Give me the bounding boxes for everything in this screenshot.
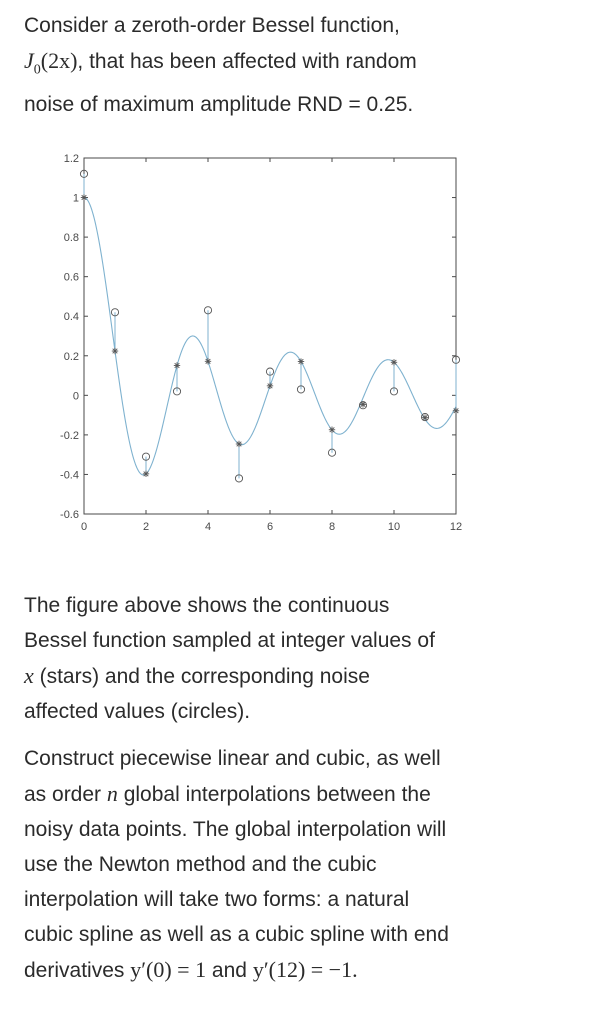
intro-line-2: , that has been affected with random: [77, 50, 417, 73]
star-marker: [236, 441, 242, 447]
intro-line-1: Consider a zeroth-order Bessel function,: [24, 14, 400, 37]
star-marker: [298, 358, 304, 364]
star-marker: [143, 471, 149, 477]
y-tick-label: 0.6: [63, 271, 79, 284]
y-tick-label: 0: [72, 390, 79, 403]
y-tick-label: 0.8: [63, 232, 79, 245]
final-period: .: [352, 957, 358, 982]
x-tick-label: 2: [142, 521, 150, 533]
caption-line-4: affected values (circles).: [24, 700, 251, 723]
noise-stems: [84, 174, 456, 479]
task-line-5: interpolation will take two forms: a natural: [24, 888, 410, 911]
y-tick-label: -0.2: [60, 429, 79, 442]
x-tick-label: 8: [328, 521, 336, 533]
y-tick-label: 1.2: [63, 153, 79, 165]
y-tick-label: 0.4: [63, 311, 79, 324]
y-tick-label: 1: [72, 192, 79, 205]
x-variable: x: [24, 663, 34, 688]
star-marker: [112, 348, 118, 354]
x-tick-label: 6: [266, 521, 274, 533]
figure-caption: [24, 588, 572, 729]
bessel-line: [84, 198, 456, 475]
y-tick-label: 0.2: [63, 350, 79, 363]
data-markers: [80, 170, 459, 482]
bessel-curve: [84, 198, 456, 475]
derivative-condition-start: y′(0) = 1: [130, 957, 207, 982]
n-variable: n: [106, 781, 118, 806]
star-marker: [205, 358, 211, 364]
task-paragraph: [24, 741, 572, 988]
x-tick-label: 10: [387, 521, 401, 533]
derivative-condition-end: y′(12) = −1: [252, 957, 353, 982]
caption-line-1: The figure above shows the continuous: [24, 594, 390, 617]
axis-ticks: [60, 153, 462, 533]
bessel-function-symbol: $J_0(2x)$: [24, 48, 78, 78]
star-marker: [267, 383, 273, 389]
plot-frame: [84, 158, 456, 514]
bessel-noise-chart: [50, 148, 470, 543]
star-marker: [174, 362, 180, 368]
and-word: and: [206, 959, 253, 982]
task-line-2b: global interpolations between the: [117, 783, 431, 806]
star-marker: [391, 359, 397, 365]
intro-paragraph: [24, 8, 572, 122]
caption-line-3: (stars) and the corresponding noise: [33, 665, 370, 688]
task-line-7: derivatives: [24, 959, 131, 982]
task-line-3: noisy data points. The global interpolation will: [24, 818, 447, 841]
x-tick-label: 4: [204, 521, 212, 533]
y-tick-label: -0.6: [60, 509, 79, 521]
task-line-6: cubic spline as well as a cubic spline with end: [24, 923, 449, 946]
intro-line-3: noise of maximum amplitude RND = 0.25.: [24, 93, 414, 117]
caption-line-2: Bessel function sampled at integer values of: [24, 629, 435, 652]
x-tick-label: 0: [80, 521, 88, 533]
star-marker: [329, 427, 335, 433]
task-line-2a: as order: [24, 783, 107, 806]
x-tick-label: 12: [449, 521, 463, 533]
y-tick-label: -0.4: [60, 469, 79, 482]
task-line-4: use the Newton method and the cubic: [24, 853, 377, 876]
star-marker: [81, 194, 87, 200]
task-line-1: Construct piecewise linear and cubic, as well: [24, 747, 441, 770]
star-marker: [453, 408, 459, 414]
